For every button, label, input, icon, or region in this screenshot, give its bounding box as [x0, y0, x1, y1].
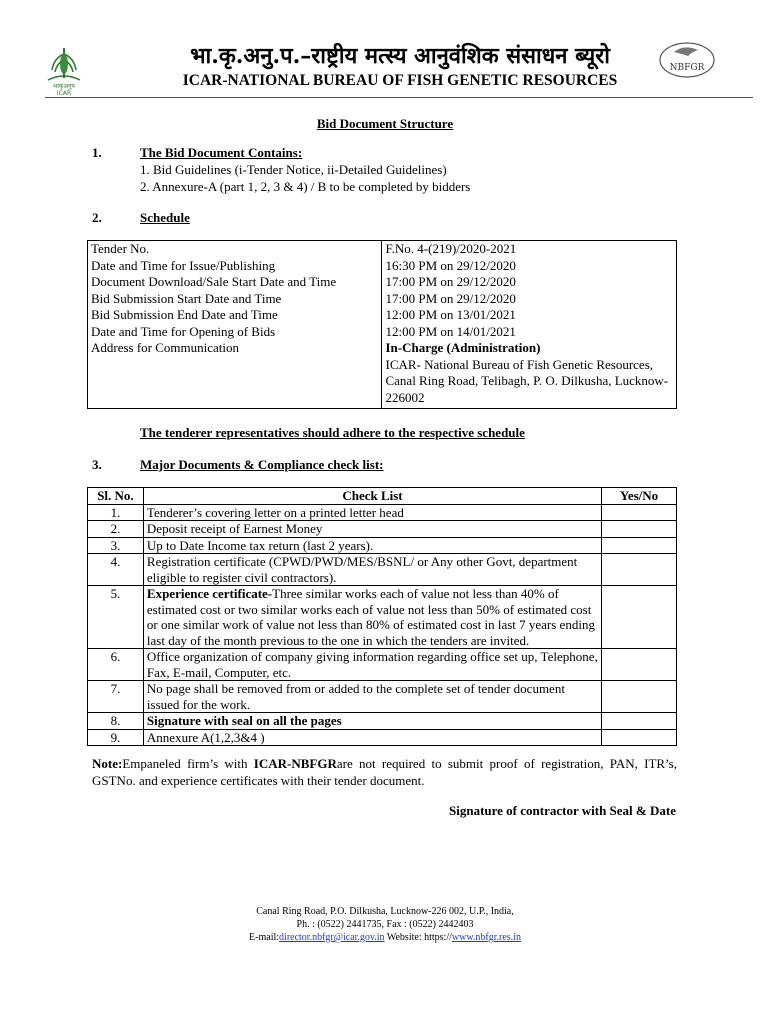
schedule-adherence-note: The tenderer representatives should adhere to the respective schedule: [140, 425, 525, 440]
schedule-value: 12:00 PM on 13/01/2021: [382, 307, 677, 324]
schedule-value: 12:00 PM on 14/01/2021: [382, 324, 677, 341]
checklist-header-row: [88, 488, 677, 505]
schedule-row: [88, 340, 677, 409]
icar-logo: [40, 44, 88, 96]
checklist-yes-no-cell[interactable]: [602, 649, 677, 681]
footer: [0, 905, 770, 944]
checklist-text: Up to Date Income tax return (last 2 years).: [143, 537, 601, 554]
note-text-2: are not required to submit proof of registration, PAN, ITR’s, GSTNo. and experience certificates with their tender document.: [92, 756, 677, 788]
checklist-table: [87, 487, 677, 746]
checklist-bold-text: Experience certificate-: [146, 586, 273, 601]
schedule-label: Date and Time for Opening of Bids: [88, 324, 382, 341]
address-title: In-Charge (Administration): [385, 340, 541, 355]
schedule-label: Address for Communication: [88, 340, 382, 409]
schedule-label: Tender No.: [88, 241, 382, 258]
col-yes-no: Yes/No: [602, 488, 677, 505]
footer-address: Canal Ring Road, P.O. Dilkusha, Lucknow-226 002, U.P., India,: [256, 906, 514, 917]
schedule-value: 16:30 PM on 29/12/2020: [382, 258, 677, 275]
schedule-label: Date and Time for Issue/Publishing: [88, 258, 382, 275]
checklist-row: [88, 729, 677, 746]
page-title: Bid Document Structure: [316, 116, 454, 131]
checklist-sl: 3.: [88, 537, 144, 554]
section1-number: 1.: [92, 145, 102, 160]
signature-line: Signature of contractor with Seal & Date: [449, 803, 676, 818]
section2-heading: Schedule: [140, 210, 190, 225]
section1-line-2: 2. Annexure-A (part 1, 2, 3 & 4) / B to be completed by bidders: [140, 179, 471, 194]
footer-website-label: Website: https://: [384, 932, 452, 943]
svg-text:ICAR: ICAR: [56, 90, 72, 96]
checklist-row: [88, 681, 677, 713]
col-check-list: Check List: [143, 488, 601, 505]
checklist-sl: 5.: [88, 586, 144, 649]
footer-phone: Ph. : (0522) 2441735, Fax : (0522) 2442403: [296, 919, 474, 930]
schedule-row: [88, 324, 677, 341]
checklist-row: [88, 649, 677, 681]
checklist-yes-no-cell[interactable]: [602, 504, 677, 521]
address-text: ICAR- National Bureau of Fish Genetic Resources, Canal Ring Road, Telibagh, P. O. Dilkusha, Lucknow-226002: [385, 356, 669, 405]
note-paragraph: [92, 756, 677, 789]
header-hindi-title: भा.कृ.अनु.प.–राष्ट्रीय मत्स्य आनुवंशिक संसाधन ब्यूरो: [190, 43, 610, 69]
schedule-address: [382, 340, 677, 409]
checklist-row: [88, 504, 677, 521]
schedule-row: [88, 241, 677, 258]
checklist-row: [88, 713, 677, 730]
section2-number: 2.: [92, 210, 102, 225]
schedule-value: 17:00 PM on 29/12/2020: [382, 291, 677, 308]
note-text-1: Empaneled firm’s with: [122, 756, 254, 771]
schedule-table: [87, 240, 677, 409]
checklist-text: No page shall be removed from or added to the complete set of tender document issued for the work.: [143, 681, 601, 713]
checklist-text: [143, 713, 601, 730]
schedule-value: F.No. 4-(219)/2020-2021: [382, 241, 677, 258]
header-english-title: ICAR-NATIONAL BUREAU OF FISH GENETIC RESOURCES: [182, 72, 618, 89]
schedule-label: Document Download/Sale Start Date and Time: [88, 274, 382, 291]
checklist-text: [143, 586, 601, 649]
section3-heading: Major Documents & Compliance check list:: [140, 457, 384, 472]
footer-email-link[interactable]: director.nbfgr@icar.gov.in: [279, 932, 385, 943]
checklist-text: Deposit receipt of Earnest Money: [143, 521, 601, 538]
svg-text:NBFGR: NBFGR: [669, 63, 705, 73]
svg-text:भाकृअनुप: भाकृअनुप: [53, 83, 75, 90]
header-divider: [45, 97, 753, 98]
checklist-row: [88, 554, 677, 586]
schedule-row: [88, 274, 677, 291]
checklist-sl: 4.: [88, 554, 144, 586]
footer-contact: [0, 931, 770, 944]
checklist-yes-no-cell[interactable]: [602, 521, 677, 538]
checklist-row: [88, 537, 677, 554]
checklist-yes-no-cell[interactable]: [602, 586, 677, 649]
section1-line-1: 1. Bid Guidelines (i-Tender Notice, ii-Detailed Guidelines): [140, 162, 447, 177]
schedule-value: 17:00 PM on 29/12/2020: [382, 274, 677, 291]
note-bold: ICAR-NBFGR: [253, 756, 337, 771]
checklist-yes-no-cell[interactable]: [602, 713, 677, 730]
footer-website-link[interactable]: www.nbfgr.res.in: [451, 932, 521, 943]
section3-number: 3.: [92, 457, 102, 472]
checklist-bold-text: Signature with seal on all the pages: [146, 713, 342, 728]
checklist-sl: 7.: [88, 681, 144, 713]
checklist-text: Tenderer’s covering letter on a printed letter head: [143, 504, 601, 521]
checklist-sl: 1.: [88, 504, 144, 521]
checklist-text: Office organization of company giving information regarding office set up, Telephone, Fax, E-mail, Computer, etc.: [143, 649, 601, 681]
checklist-text: Registration certificate (CPWD/PWD/MES/BSNL/ or Any other Govt, department eligible to register civil contractors).: [143, 554, 601, 586]
checklist-yes-no-cell[interactable]: [602, 554, 677, 586]
col-sl-no: Sl. No.: [88, 488, 144, 505]
checklist-yes-no-cell[interactable]: [602, 537, 677, 554]
section1-heading: The Bid Document Contains:: [140, 145, 303, 160]
footer-email-label: E-mail:: [249, 932, 280, 943]
schedule-label: Bid Submission End Date and Time: [88, 307, 382, 324]
checklist-yes-no-cell[interactable]: [602, 681, 677, 713]
checklist-sl: 8.: [88, 713, 144, 730]
schedule-row: [88, 291, 677, 308]
checklist-text: Annexure A(1,2,3&4 ): [143, 729, 601, 746]
checklist-sl: 6.: [88, 649, 144, 681]
schedule-row: [88, 307, 677, 324]
checklist-row: [88, 586, 677, 649]
note-label: Note:: [92, 756, 123, 771]
schedule-row: [88, 258, 677, 275]
checklist-sl: 2.: [88, 521, 144, 538]
checklist-body-text: Three similar works each of value not less than 40% of estimated cost or two similar works each of value not less than 50% of estimated cost or one similar work of value not less than 80% of estimated cost in last 7 years ending last day of the month previous to the one in which the tenders are invited.: [146, 586, 595, 648]
checklist-sl: 9.: [88, 729, 144, 746]
checklist-yes-no-cell[interactable]: [602, 729, 677, 746]
checklist-row: [88, 521, 677, 538]
schedule-label: Bid Submission Start Date and Time: [88, 291, 382, 308]
